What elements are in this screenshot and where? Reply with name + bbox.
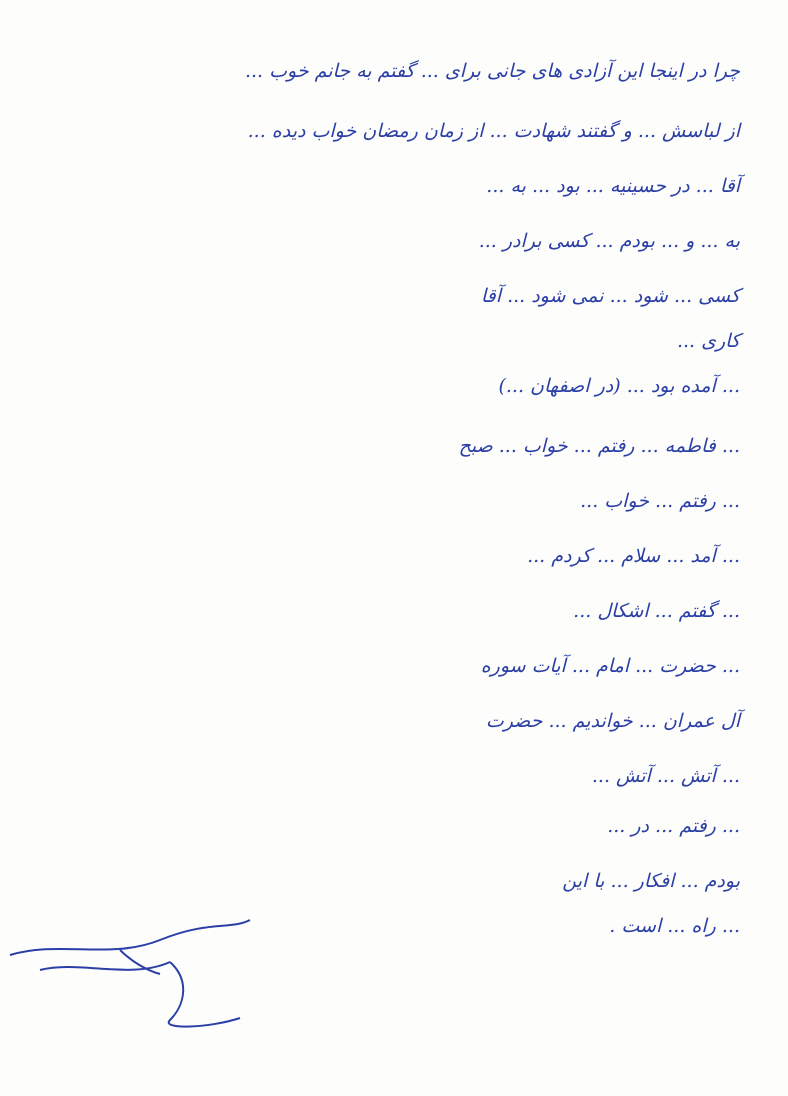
handwritten-signature (0, 910, 300, 1040)
letter-line-13: آل عمران ... خواندیم ... حضرت (485, 710, 740, 732)
letter-line-6: کاری ... (676, 330, 740, 352)
letter-line-16: بودم ... افکار ... با این (562, 870, 740, 892)
letter-line-7: ... آمده بود ... (در اصفهان ...) (498, 375, 740, 397)
letter-line-1: چرا در اینجا این آزادی های جانی برای ... گفتم به جانم خوب ... (244, 60, 740, 82)
letter-line-15: ... رفتم ... در ... (607, 815, 740, 837)
letter-line-5: کسی ... شود ... نمی شود ... آقا (480, 285, 740, 307)
letter-line-4: به ... و ... بودم ... کسی برادر ... (478, 230, 740, 252)
letter-line-10: ... آمد ... سلام ... کردم ... (527, 545, 740, 567)
letter-line-11: ... گفتم ... اشکال ... (573, 600, 740, 622)
letter-line-3: آقا ... در حسینیه ... بود ... به ... (486, 175, 740, 197)
letter-line-12: ... حضرت ... امام ... آیات سوره (480, 655, 740, 677)
letter-line-17: ... راه ... است . (609, 915, 740, 937)
letter-line-2: از لباسش ... و گفتند شهادت ... از زمان رمضان خواب دیده ... (247, 120, 740, 142)
letter-line-9: ... رفتم ... خواب ... (580, 490, 740, 512)
letter-line-8: ... فاطمه ... رفتم ... خواب ... صبح (458, 435, 740, 457)
letter-line-14: ... آتش ... آتش ... (591, 765, 740, 787)
